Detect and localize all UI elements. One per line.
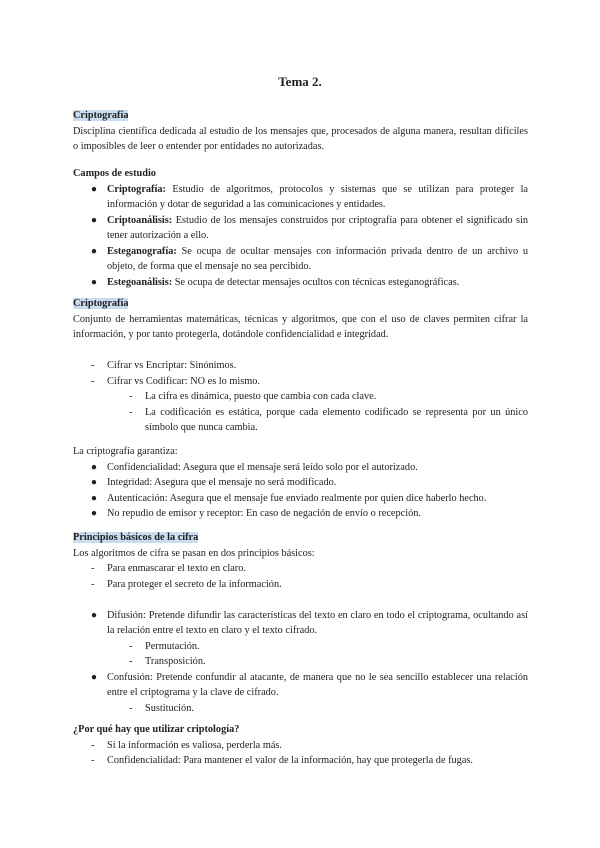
section-heading: Campos de estudio [73,168,156,179]
paragraph: Disciplina científica dedicada al estudio de los mensajes que, procesados de alguna manera, resultan difíciles o imposibles de leer o entender por entidades no autorizadas. [73,125,528,152]
list-item-text: Difusión: Pretende difundir las características del texto en claro en todo el criptograma, ocultando así la relación entre el texto en claro y el texto cifrado. [107,609,528,636]
term: Criptoanálisis: [107,214,173,226]
bullet-icon: ● [90,214,98,226]
sub-dash-item-text: La cifra es dinámica, puesto que cambia con cada clave. [145,391,377,402]
section-heading: Criptografía [73,298,129,309]
term: Esteganografía: [107,245,177,257]
definition: Se ocupa de detectar mensajes ocultos con técnicas esteganográficas. [172,276,460,288]
dash-item: - Para enmascarar el texto en claro. [73,561,528,577]
section-heading: Criptografía [73,110,129,121]
section-criptografia-2 [73,296,528,436]
list-item-text: No repudio de emisor y receptor: En caso de negación de envío o recepción. [107,508,421,519]
sub-dash-item: - La cifra es dinámica, puesto que cambia con cada clave. [73,389,528,405]
definition: Se ocupa de ocultar mensajes con información privada dentro de un archivo u objeto, de forma que el mensaje no sea percibido. [107,245,528,272]
sub-dash-item: - Permutación. [73,639,528,655]
section-garantiza [73,444,528,522]
definition: Estudio de algoritmos, protocolos y sistemas que se utilizan para proteger la información y dotar de seguridad a las comunicaciones y entidades. [107,183,528,210]
bullet-icon: ● [90,245,98,257]
dash-item: - Para proteger el secreto de la información. [73,577,528,593]
bullet-icon: ● [90,461,98,473]
list-item [73,182,528,213]
page-title: Tema 2. [278,74,322,89]
dash-item: - Si la información es valiosa, perderla más. [73,738,528,754]
list-item [73,275,528,291]
paragraph: Los algoritmos de cifra se pasan en dos principios básicos: [73,547,315,559]
section-criptografia-1 [73,108,528,155]
term: Criptografía: [107,183,166,195]
dash-item-text: Confidencialidad: Para mantener el valor de la información, hay que protegerla de fugas. [107,755,473,766]
section-porque [73,722,528,769]
bullet-icon: ● [90,508,98,519]
list-item-text: Confusión: Pretende confundir al atacante, de manera que no le sea sencillo establecer una relación entre el criptograma y la clave de cifrado. [107,671,528,698]
section-heading: ¿Por qué hay que utilizar criptología? [73,724,240,735]
sub-dash-item: - La codificación es estática, porque cada elemento codificado se representa por un único símbolo que nunca cambia. [73,405,528,436]
sub-dash-item: - Sustitución. [73,701,528,717]
section-principios [73,530,528,716]
list-item [73,244,528,275]
list-item [73,213,528,244]
term: Estegoanálisis: [107,276,173,288]
bullet-icon: ● [90,671,98,683]
list-item [73,491,528,507]
list-item-text: Confidencialidad: Asegura que el mensaje será leído solo por el autorizado. [107,461,418,473]
bullet-icon: ● [90,276,98,288]
list-item-text: Integridad: Asegura que el mensaje no será modificado. [107,477,337,488]
section-campos [73,166,528,290]
bullet-icon: ● [90,492,98,504]
dash-item-text: Para enmascarar el texto en claro. [107,563,246,574]
bullet-icon: ● [90,477,98,488]
sub-dash-item-text: La codificación es estática, porque cada elemento codificado se representa por un único símbolo que nunca cambia. [145,406,528,433]
section-heading: Principios básicos de la cifra [73,532,199,543]
dash-item-text: Cifrar vs Codificar: NO es lo mismo. [107,375,261,387]
sub-dash-item-text: Permutación. [145,640,200,652]
dash-item-text: Para proteger el secreto de la información. [107,578,282,590]
definition: Estudio de los mensajes construidos por criptografía para obtener el significado sin tener autorización a ello. [107,214,528,241]
sub-dash-item-text: Sustitución. [145,702,194,714]
dash-item-text: Cifrar vs Encriptar: Sinónimos. [107,360,237,371]
bullet-icon: ● [90,183,98,195]
sub-dash-item-text: Transposición. [145,656,206,667]
dash-item-text: Si la información es valiosa, perderla más. [107,739,282,751]
list-item-text: Autenticación: Asegura que el mensaje fue enviado realmente por quien dice haberlo hecho. [107,492,487,504]
dash-item: - Cifrar vs Codificar: NO es lo mismo. [73,374,528,390]
list-item [73,608,528,639]
list-item [73,475,528,491]
paragraph: Conjunto de herramientas matemáticas, técnicas y algoritmos, que con el uso de claves permiten cifrar la información, y por tanto protegerla, dotándole confidencialidad e integridad. [73,313,528,340]
paragraph: La criptografía garantiza: [73,446,178,457]
sub-dash-item: - Transposición. [73,654,528,670]
bullet-icon: ● [90,609,98,621]
list-item [73,460,528,476]
dash-item: - Confidencialidad: Para mantener el valor de la información, hay que protegerla de fugas. [73,753,528,769]
list-item [73,670,528,701]
dash-item: - Cifrar vs Encriptar: Sinónimos. [73,358,528,374]
list-item [73,506,528,522]
